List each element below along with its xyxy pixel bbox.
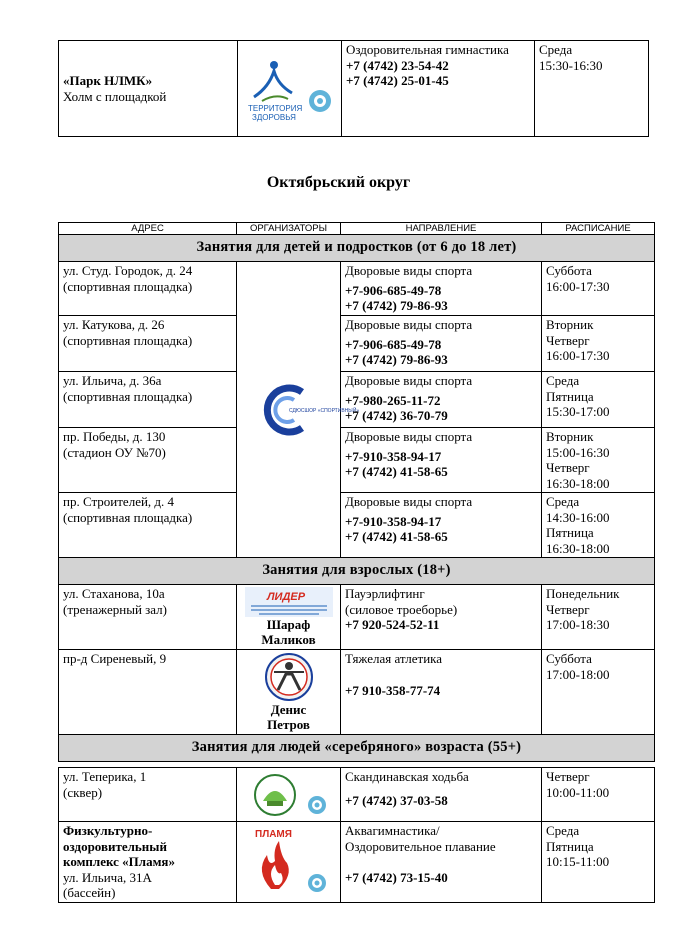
phone: +7-910-358-94-17	[345, 448, 442, 464]
organizer-cell	[237, 768, 341, 822]
direction: Пауэрлифтинг	[345, 586, 425, 601]
address-line: ул. Стаханова, 10а	[63, 586, 165, 601]
organizer-name: Маликов	[261, 632, 316, 647]
table-row	[59, 493, 655, 558]
schedule-line: 16:30-18:00	[546, 540, 610, 556]
address-note: (сквер)	[63, 784, 103, 800]
organizer-name: Петров	[267, 717, 310, 732]
section-seniors-title: Занятия для людей «серебряного» возраста (55+)	[59, 735, 655, 762]
address-note: (спортивная площадка)	[63, 388, 193, 404]
plamya-logo-text: ПЛАМЯ	[254, 828, 292, 840]
address-line: ул. Теперика, 1	[63, 769, 147, 784]
header-schedule: РАСПИСАНИЕ	[542, 223, 655, 235]
organizer-cell	[237, 585, 341, 650]
table-row	[59, 822, 655, 903]
schedule-line: Суббота	[546, 263, 592, 278]
sportivny-logo-text: СДЮСШОР «СПОРТИВНЫЙ»	[288, 407, 359, 414]
table-row	[59, 262, 655, 316]
address-line: ул. Ильича, д. 36а	[63, 373, 162, 388]
schedule-line: 10:15-11:00	[546, 854, 610, 869]
schedule-line: Вторник	[546, 429, 594, 444]
address-note: (спортивная площадка)	[63, 332, 193, 348]
section-adults-title: Занятия для взрослых (18+)	[59, 558, 655, 585]
schedule-table	[58, 222, 655, 903]
section-kids-title: Занятия для детей и подростков (от 6 до 18 лет)	[59, 235, 655, 262]
header-organizers: ОРГАНИЗАТОРЫ	[237, 223, 341, 235]
section-seniors	[59, 735, 655, 762]
direction-note: (силовое троеборье)	[345, 601, 458, 617]
schedule-line: 16:00-17:30	[546, 348, 610, 363]
top-org-cell	[238, 41, 342, 137]
organizer-cell	[237, 650, 341, 735]
top-phone-1: +7 (4742) 23-54-42	[346, 57, 449, 73]
phone: +7 (4742) 79-86-93	[345, 298, 448, 313]
schedule-line: 10:00-11:00	[546, 784, 610, 800]
top-place-name: «Парк НЛМК»	[63, 73, 153, 88]
phone: +7-906-685-49-78	[345, 282, 442, 298]
schedule-line: Среда	[546, 373, 580, 388]
phone: +7 920-524-52-11	[345, 617, 440, 632]
direction: Аквагимнастика/	[345, 823, 440, 838]
address-title: Физкультурно-	[63, 823, 153, 838]
header-address: АДРЕС	[59, 223, 237, 235]
schedule-line: Понедельник	[546, 586, 620, 601]
schedule-line: 15:30-17:00	[546, 404, 610, 419]
table-row	[59, 372, 655, 428]
schedule-line: 17:00-18:00	[546, 666, 610, 682]
schedule-line: 15:00-16:30	[546, 444, 610, 460]
direction: Дворовые виды спорта	[345, 373, 473, 388]
top-place-desc: Холм с площадкой	[63, 88, 167, 104]
schedule-line: Пятница	[546, 388, 594, 404]
kids-organizer-cell	[237, 262, 359, 558]
park-center-logo	[247, 771, 331, 819]
organizer-name: Шараф	[266, 617, 311, 632]
schedule-line: Вторник	[546, 317, 594, 332]
schedule-line: 17:00-18:30	[546, 617, 610, 632]
address-line: пр-д Сиреневый, 9	[63, 651, 167, 666]
plamya-logo	[247, 827, 331, 897]
address-line: ул. Ильича, 31А	[63, 869, 152, 885]
top-schedule-cell	[535, 41, 649, 137]
lider-logo	[245, 587, 333, 617]
schedule-line: Четверг	[546, 332, 590, 348]
logo-text-2: ЗДОРОВЬЯ	[251, 112, 296, 122]
address-title: оздоровительный	[63, 838, 167, 854]
lider-logo-text: ЛИДЕР	[266, 591, 305, 603]
top-time: 15:30-16:30	[539, 57, 603, 73]
address-line: пр. Строителей, д. 4	[63, 494, 175, 509]
address-line: пр. Победы, д. 130	[63, 429, 166, 444]
schedule-line: Среда	[546, 823, 580, 838]
schedule-line: 14:30-16:00	[546, 509, 610, 525]
schedule-line: Четверг	[546, 601, 590, 617]
schedule-line: 16:30-18:00	[546, 475, 610, 491]
direction: Дворовые виды спорта	[345, 494, 473, 509]
schedule-line: Пятница	[546, 838, 594, 854]
direction: Тяжелая атлетика	[345, 651, 443, 666]
address-note: (спортивная площадка)	[63, 509, 193, 525]
section-adults	[59, 558, 655, 585]
address-note: (спортивная площадка)	[63, 278, 193, 294]
top-direction-cell	[342, 41, 535, 137]
phone: +7-980-265-11-72	[345, 392, 441, 408]
direction: Дворовые виды спорта	[345, 317, 473, 332]
header-row	[59, 223, 655, 235]
address-title: комплекс «Пламя»	[63, 854, 175, 869]
phone: +7 (4742) 41-58-65	[345, 529, 448, 544]
logo-text-1: ТЕРРИТОРИЯ	[247, 103, 302, 113]
phone: +7-910-358-94-17	[345, 513, 442, 529]
table-row	[59, 768, 655, 822]
schedule-line: 16:00-17:30	[546, 278, 610, 294]
phone: +7 (4742) 36-70-79	[345, 408, 448, 423]
direction: Дворовые виды спорта	[345, 429, 473, 444]
sportivny-logo	[254, 384, 359, 436]
header-direction: НАПРАВЛЕНИЕ	[341, 223, 542, 235]
top-direction: Оздоровительная гимнастика	[346, 42, 509, 57]
top-phone-2: +7 (4742) 25-01-45	[346, 73, 449, 88]
phone: +7 (4742) 37-03-58	[345, 792, 448, 808]
schedule-line: Суббота	[546, 651, 592, 666]
phone: +7 (4742) 79-86-93	[345, 352, 448, 367]
direction: Дворовые виды спорта	[345, 263, 473, 278]
schedule-line: Четверг	[546, 769, 590, 784]
phone: +7 910-358-77-74	[345, 682, 441, 698]
territory-of-health-logo	[244, 57, 336, 121]
address-line: ул. Студ. Городок, д. 24	[63, 263, 193, 278]
schedule-line: Пятница	[546, 525, 594, 540]
schedule-line: Четверг	[546, 460, 590, 475]
schedule-line: Среда	[546, 494, 580, 509]
organizer-name: Денис	[270, 702, 307, 717]
top-day: Среда	[539, 42, 573, 57]
top-table	[58, 40, 649, 137]
table-row	[59, 428, 655, 493]
phone: +7 (4742) 41-58-65	[345, 464, 448, 479]
table-row	[59, 585, 655, 650]
district-title: Октябрьский округ	[266, 174, 411, 191]
direction: Скандинавская ходьба	[345, 769, 469, 784]
organizer-cell	[237, 822, 341, 903]
section-kids	[59, 235, 655, 262]
address-note: (стадион ОУ №70)	[63, 444, 166, 460]
direction: Оздоровительное плавание	[345, 838, 496, 854]
top-address-cell	[59, 41, 238, 137]
table-row	[59, 316, 655, 372]
address-note: (бассейн)	[63, 885, 116, 900]
phone: +7-906-685-49-78	[345, 336, 442, 352]
phone: +7 (4742) 73-15-40	[345, 870, 448, 885]
address-note: (тренажерный зал)	[63, 601, 167, 617]
address-line: ул. Катукова, д. 26	[63, 317, 165, 332]
table-row	[59, 650, 655, 735]
weightlifting-club-logo	[264, 652, 314, 702]
